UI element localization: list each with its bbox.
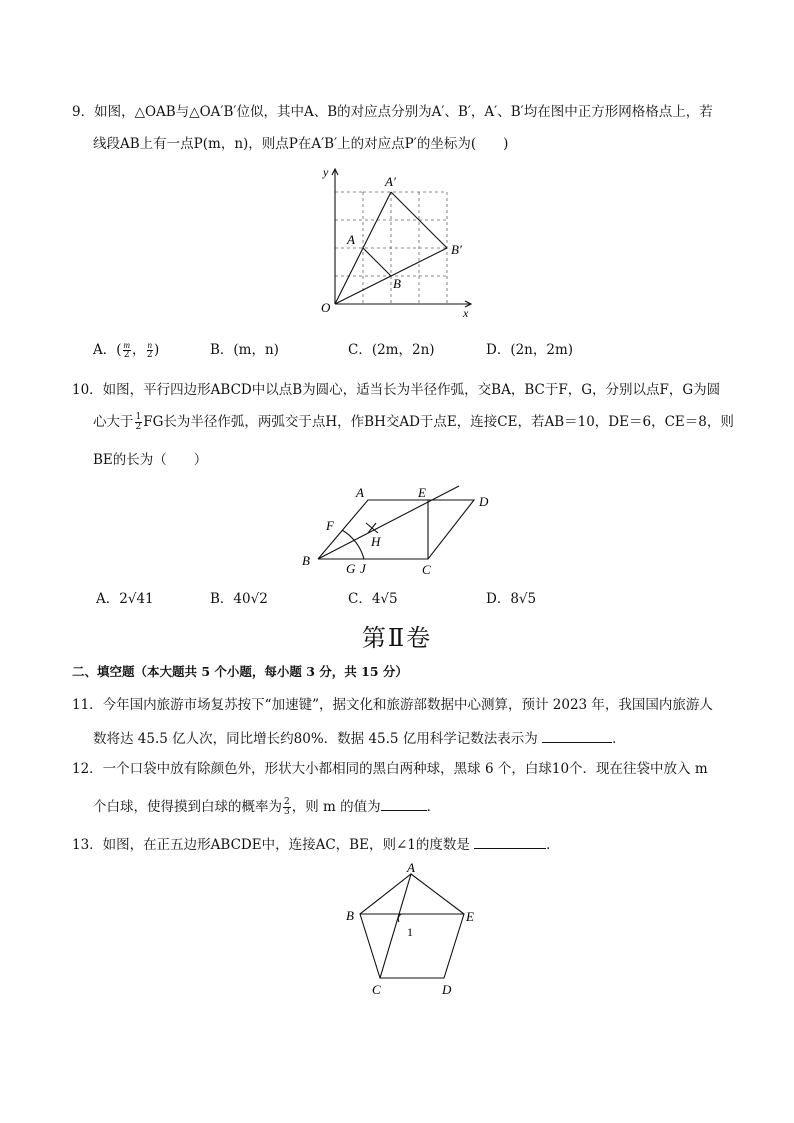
q10-option-a[interactable]: A．2√41 (96, 591, 154, 607)
q9-option-d[interactable]: D．(2n，2m) (486, 342, 574, 358)
q9-option-b[interactable]: B．(m，n) (210, 342, 279, 358)
section-title: 第Ⅱ卷 (361, 624, 433, 652)
q9-option-a-frac-n: $\frac{n}{2}$ (146, 340, 153, 360)
q10-label-c: C (422, 562, 431, 577)
q9-label-b: B (393, 276, 401, 291)
q12-line1: 12．一个口袋中放有除颜色外，形状大小都相同的黑白两种球，黑球 6 个，白球10个．现在往袋中放入 m (72, 761, 708, 777)
q9-figure (315, 160, 485, 320)
q10-label-b: B (302, 553, 310, 568)
q10-line2: 心大于 $\frac{1}{2}$ FG长为半径作弧，两弧交于点H，作BH交AD于点E，连接CE，若AB＝10，DE＝6，CE＝8，则 (93, 412, 734, 432)
q10-label-a: A (356, 485, 364, 500)
q9-label-o: O (321, 300, 331, 315)
q13-label-e: E (466, 909, 474, 924)
q10-label-e: E (418, 485, 426, 500)
q10-label-f: F (326, 518, 334, 533)
q10-option-c[interactable]: C．4√5 (348, 591, 398, 607)
q13-label-d: D (442, 982, 452, 997)
q9-label-y: y (323, 165, 329, 179)
q13-label-a: A (407, 862, 415, 875)
q10-line3: BE的长为（ ） (93, 452, 208, 468)
section-heading: 二、填空题（本大题共 5 个小题，每小题 3 分，共 15 分） (72, 664, 408, 679)
q9-label-a1: A′ (385, 174, 396, 189)
q10-label-d: D (479, 494, 489, 509)
q13-label-c: C (372, 982, 381, 997)
q13-answer-blank[interactable] (474, 834, 546, 849)
q9-option-a[interactable]: A．( $\frac{m}{2}$ ， $\frac{n}{2}$ ) (93, 340, 160, 360)
q9-option-a-frac-m: $\frac{m}{2}$ (123, 340, 131, 360)
q10-label-j: J (360, 561, 366, 576)
q10-fraction-half: $\frac{1}{2}$ (135, 412, 142, 432)
q11-answer-blank[interactable] (542, 728, 612, 743)
q13-label-b: B (346, 908, 354, 923)
q10-line1: 10．如图，平行四边形ABCD中以点B为圆心，适当长为半径作弧，交BA，BC于F，G，分别以点F，G为圆 (72, 382, 721, 398)
q11-line2: 数将达 45.5 亿人次，同比增长约80%．数据 45.5 亿用科学记数法表示为 ． (93, 728, 626, 748)
q13-label-angle1: 1 (407, 925, 413, 939)
q12-answer-blank[interactable] (381, 796, 427, 811)
q10-option-d[interactable]: D．8√5 (486, 591, 537, 607)
q11-line1: 11．今年国内旅游市场复苏按下“加速键”，据文化和旅游部数据中心测算，预计 2023 年，我国国内旅游人 (72, 697, 713, 713)
q10-label-h: H (371, 534, 381, 549)
q9-label-a: A (347, 232, 355, 247)
q9-option-c[interactable]: C．(2m，2n) (348, 342, 435, 358)
q9-line1: 9．如图，△OAB与△OA′B′位似，其中A、B的对应点分别为A′、B′，A′、B′均在图中正方形网格格点上，若 (72, 104, 713, 120)
q10-figure (296, 480, 506, 580)
q9-line2: 线段AB上有一点P(m，n)，则点P在A′B′上的对应点P′的坐标为( ) (93, 136, 509, 152)
q12-fraction: $\frac{2}{3}$ (284, 797, 290, 817)
q10-option-b[interactable]: B．40√2 (210, 591, 268, 607)
q13-figure (338, 862, 488, 1002)
q10-label-g: G (346, 561, 356, 576)
q9-label-b1: B′ (451, 242, 462, 257)
q13-line1: 13．如图，在正五边形ABCDE中，连接AC，BE，则∠1的度数是 ． (72, 834, 560, 854)
q9-label-x: x (463, 306, 469, 320)
q12-line2: 个白球，使得摸到白球的概率为 $\frac{2}{3}$ ，则 m 的值为 ． (93, 797, 441, 817)
